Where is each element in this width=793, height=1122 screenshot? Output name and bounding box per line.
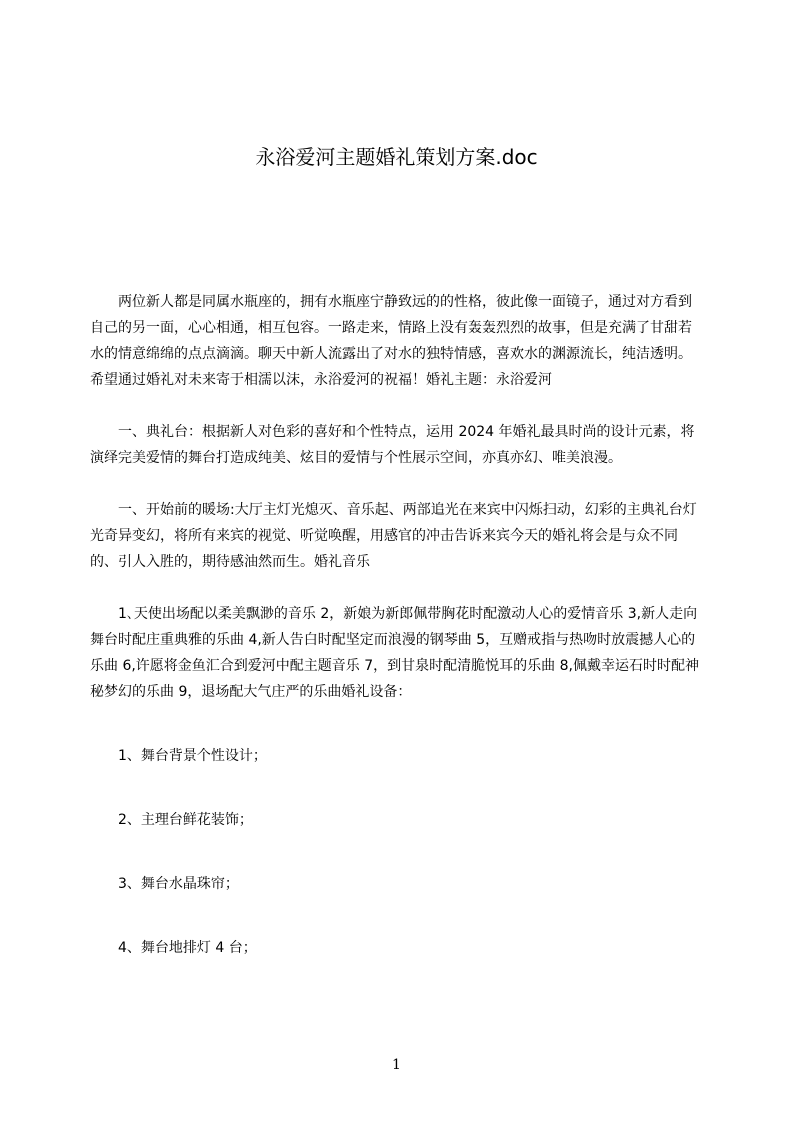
- paragraph-spacer: [90, 471, 700, 497]
- paragraph-music: 1､天使出场配以柔美飘渺的音乐 2，新娘为新郎佩带胸花时配激动人心的爱情音乐 3,新人走向舞台时配庄重典雅的乐曲 4,新人告白时配坚定而浪漫的钢琴曲 5，互赠戒指与热吻时放震撼人心的乐曲 6,许愿将金鱼汇合到爱河中配主题音乐 7，到甘泉时配清脆悦耳的乐曲 8,佩戴幸运石时时配神秘梦幻的乐曲 9，退场配大气庄严的乐曲婚礼设备：: [90, 606, 699, 700]
- paragraph-ceremony-stage: 一、典礼台：根据新人对色彩的喜好和个性特点，运用 2024 年婚礼最具时尚的设计元素，将演绎完美爱情的舞台打造成纯美、炫目的爱情与个性展示空间，亦真亦幻、唯美浪漫。: [90, 424, 695, 466]
- page-number: 1: [392, 1057, 401, 1073]
- paragraph-intro: 两位新人都是同属水瓶座的，拥有水瓶座宁静致远的的性格，彼此像一面镜子，通过对方看到自己的另一面，心心相通，相互包容。一路走来，情路上没有轰轰烈烈的故事，但是充满了甘甜若水的情意绵绵的点点滴滴。聊天中新人流露出了对水的独特情感，喜欢水的渊源流长，纯洁透明。希望通过婚礼对未来寄于相濡以沫，永浴爱河的祝福！婚礼主题：永浴爱河: [90, 294, 692, 388]
- paragraph-spacer: [90, 705, 700, 743]
- document-title: 永浴爱河主题婚礼策划方案.doc: [255, 145, 538, 169]
- equipment-item: 4、舞台地排灯 4 台；: [118, 940, 257, 956]
- document-body: [90, 289, 700, 961]
- equipment-item: 2、主理台鲜花装饰；: [118, 812, 253, 828]
- equipment-item: 3、舞台水晶珠帘；: [118, 876, 239, 892]
- paragraph-spacer: [90, 575, 700, 601]
- item-spacer: [90, 769, 700, 807]
- paragraph-warmup: 一、开始前的暖场:大厅主灯光熄灭、音乐起、两部追光在来宾中闪烁扫动，幻彩的主典礼台灯光奇异变幻，将所有来宾的视觉、听觉唤醒，用感官的冲击告诉来宾今天的婚礼将会是与众不同的、引人入胜的，期待感油然而生。婚礼音乐: [90, 502, 697, 570]
- item-spacer: [90, 897, 700, 935]
- paragraph-spacer: [90, 393, 700, 419]
- equipment-item: 1、舞台背景个性设计；: [118, 748, 267, 764]
- item-spacer: [90, 833, 700, 871]
